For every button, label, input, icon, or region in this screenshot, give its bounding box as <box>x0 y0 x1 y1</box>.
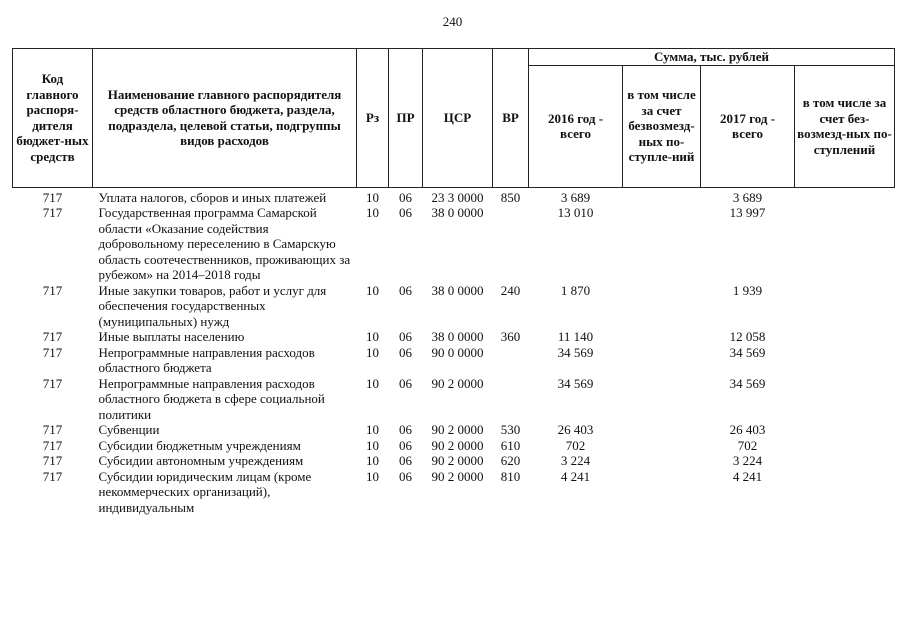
table-row <box>13 205 895 283</box>
cell-2016-free <box>623 329 701 345</box>
header-pr: ПР <box>389 49 423 188</box>
cell-name: Субвенции <box>98 422 160 437</box>
header-2016-free: в том числе за счет безвозмезд-ных по-ступле-ний <box>623 65 701 187</box>
cell-2016-free <box>623 205 701 283</box>
cell-name: Государственная программа Самарской области «Оказание содействия добровольному переселению в Самарскую область соотечественников, проживающих за рубежом» на 2014–2018 годы <box>98 205 351 282</box>
cell-2017-total: 26 403 <box>729 422 766 437</box>
cell-2017-total: 3 224 <box>732 453 763 468</box>
cell-2016-total: 26 403 <box>557 422 594 437</box>
cell-csr: 38 0 0000 <box>431 282 484 298</box>
cell-2016-free <box>623 422 701 438</box>
cell-name: Непрограммные направления расходов областного бюджета <box>98 344 315 375</box>
cell-2016-free <box>623 283 701 330</box>
cell-code: 717 <box>42 189 63 205</box>
cell-2017-free <box>795 329 895 345</box>
cell-rz: 10 <box>366 205 379 220</box>
cell-csr: 90 2 0000 <box>431 375 484 391</box>
cell-name: Иные выплаты населению <box>98 329 245 344</box>
cell-vr: 360 <box>500 329 521 344</box>
cell-2017-total: 702 <box>737 437 758 453</box>
table-row <box>13 329 895 345</box>
cell-csr: 38 0 0000 <box>431 205 484 220</box>
cell-csr: 90 2 0000 <box>431 422 484 437</box>
cell-name: Субсидии юридическим лицам (кроме некоммерческих организаций), индивидуальным <box>98 468 312 515</box>
cell-2017-free <box>795 283 895 330</box>
cell-rz: 10 <box>366 282 379 298</box>
table-row <box>13 469 895 516</box>
cell-vr: 810 <box>500 468 521 484</box>
header-csr: ЦСР <box>423 49 493 188</box>
table-row <box>13 438 895 454</box>
cell-2016-total: 3 689 <box>560 189 591 205</box>
cell-code: 717 <box>42 422 63 437</box>
cell-vr: 530 <box>500 422 521 437</box>
cell-vr <box>493 376 529 423</box>
table-header <box>13 49 895 188</box>
cell-2016-free <box>623 187 701 205</box>
cell-pr: 06 <box>399 282 412 298</box>
table-row <box>13 422 895 438</box>
cell-vr: 240 <box>500 282 521 298</box>
cell-code: 717 <box>42 344 63 360</box>
cell-2017-total: 13 997 <box>729 205 766 220</box>
cell-csr: 90 0 0000 <box>431 344 484 360</box>
cell-2016-total: 702 <box>565 437 586 453</box>
cell-code: 717 <box>42 453 63 468</box>
cell-pr: 06 <box>399 329 412 344</box>
cell-2017-free <box>795 187 895 205</box>
table-row <box>13 283 895 330</box>
cell-pr: 06 <box>399 344 412 360</box>
cell-pr: 06 <box>399 468 412 484</box>
cell-rz: 10 <box>366 468 379 484</box>
cell-name: Уплата налогов, сборов и иных платежей <box>98 189 327 205</box>
cell-2016-total: 3 224 <box>560 453 591 468</box>
cell-rz: 10 <box>366 422 379 437</box>
header-rz: Рз <box>357 49 389 188</box>
cell-2017-total: 3 689 <box>732 189 763 205</box>
cell-rz: 10 <box>366 453 379 468</box>
cell-2017-total: 1 939 <box>732 282 763 298</box>
cell-code: 717 <box>42 468 63 484</box>
cell-rz: 10 <box>366 189 379 205</box>
cell-rz: 10 <box>366 375 379 391</box>
cell-pr: 06 <box>399 189 412 205</box>
cell-name: Субсидии автономным учреждениям <box>98 453 304 468</box>
table-row <box>13 453 895 469</box>
header-2016-total: 2016 год - всего <box>529 65 623 187</box>
cell-pr: 06 <box>399 437 412 453</box>
cell-pr: 06 <box>399 453 412 468</box>
cell-code: 717 <box>42 437 63 453</box>
page-number: 240 <box>442 14 463 29</box>
cell-2016-free <box>623 345 701 376</box>
cell-code: 717 <box>42 375 63 391</box>
table-row <box>13 376 895 423</box>
cell-2016-total: 34 569 <box>557 344 594 360</box>
cell-vr: 610 <box>500 437 521 453</box>
cell-code: 717 <box>42 205 63 220</box>
cell-2017-free <box>795 469 895 516</box>
cell-csr: 90 2 0000 <box>431 453 484 468</box>
cell-2016-total: 13 010 <box>557 205 594 220</box>
cell-2016-free <box>623 469 701 516</box>
cell-vr <box>493 345 529 376</box>
cell-rz: 10 <box>366 437 379 453</box>
cell-name: Субсидии бюджетным учреждениям <box>98 437 301 453</box>
cell-rz: 10 <box>366 344 379 360</box>
header-sum: Сумма, тыс. рублей <box>529 49 895 66</box>
cell-2016-free <box>623 438 701 454</box>
budget-table-container <box>12 48 894 515</box>
cell-code: 717 <box>42 282 63 298</box>
cell-vr <box>493 205 529 283</box>
cell-vr: 620 <box>500 453 521 468</box>
cell-rz: 10 <box>366 329 379 344</box>
cell-name: Иные закупки товаров, работ и услуг для обеспечения государственных (муниципальных) нужд <box>98 282 327 329</box>
header-name: Наименование главного распорядителя средств областного бюджета, раздела, подраздела, целевой статьи, подгруппы видов расходов <box>93 49 357 188</box>
header-2017-total: 2017 год - всего <box>701 65 795 187</box>
cell-2017-total: 12 058 <box>729 329 766 344</box>
cell-code: 717 <box>42 329 63 344</box>
cell-csr: 90 2 0000 <box>431 468 484 484</box>
cell-2017-total: 34 569 <box>729 344 766 360</box>
cell-csr: 38 0 0000 <box>431 329 484 344</box>
cell-2016-total: 34 569 <box>557 375 594 391</box>
cell-2017-free <box>795 422 895 438</box>
table-body <box>13 187 895 515</box>
cell-name: Непрограммные направления расходов областного бюджета в сфере социальной политики <box>98 375 325 422</box>
cell-2016-free <box>623 453 701 469</box>
cell-2017-free <box>795 376 895 423</box>
cell-2016-total: 1 870 <box>560 282 591 298</box>
cell-2017-total: 34 569 <box>729 375 766 391</box>
cell-2017-free <box>795 345 895 376</box>
cell-csr: 23 3 0000 <box>431 189 484 205</box>
header-2017-free: в том числе за счет без-возмезд-ных по-ступлений <box>795 65 895 187</box>
cell-2016-free <box>623 376 701 423</box>
header-vr: ВР <box>493 49 529 188</box>
cell-pr: 06 <box>399 375 412 391</box>
cell-csr: 90 2 0000 <box>431 437 484 453</box>
cell-2017-free <box>795 205 895 283</box>
table-row <box>13 187 895 205</box>
budget-table <box>12 48 895 515</box>
cell-pr: 06 <box>399 205 412 220</box>
cell-2017-free <box>795 453 895 469</box>
cell-vr: 850 <box>500 189 521 205</box>
header-code: Код главного распоря-дителя бюджет-ных средств <box>13 49 93 188</box>
cell-pr: 06 <box>399 422 412 437</box>
table-row <box>13 345 895 376</box>
cell-2016-total: 11 140 <box>557 329 594 344</box>
cell-2017-free <box>795 438 895 454</box>
cell-2017-total: 4 241 <box>732 468 763 484</box>
cell-2016-total: 4 241 <box>560 468 591 484</box>
